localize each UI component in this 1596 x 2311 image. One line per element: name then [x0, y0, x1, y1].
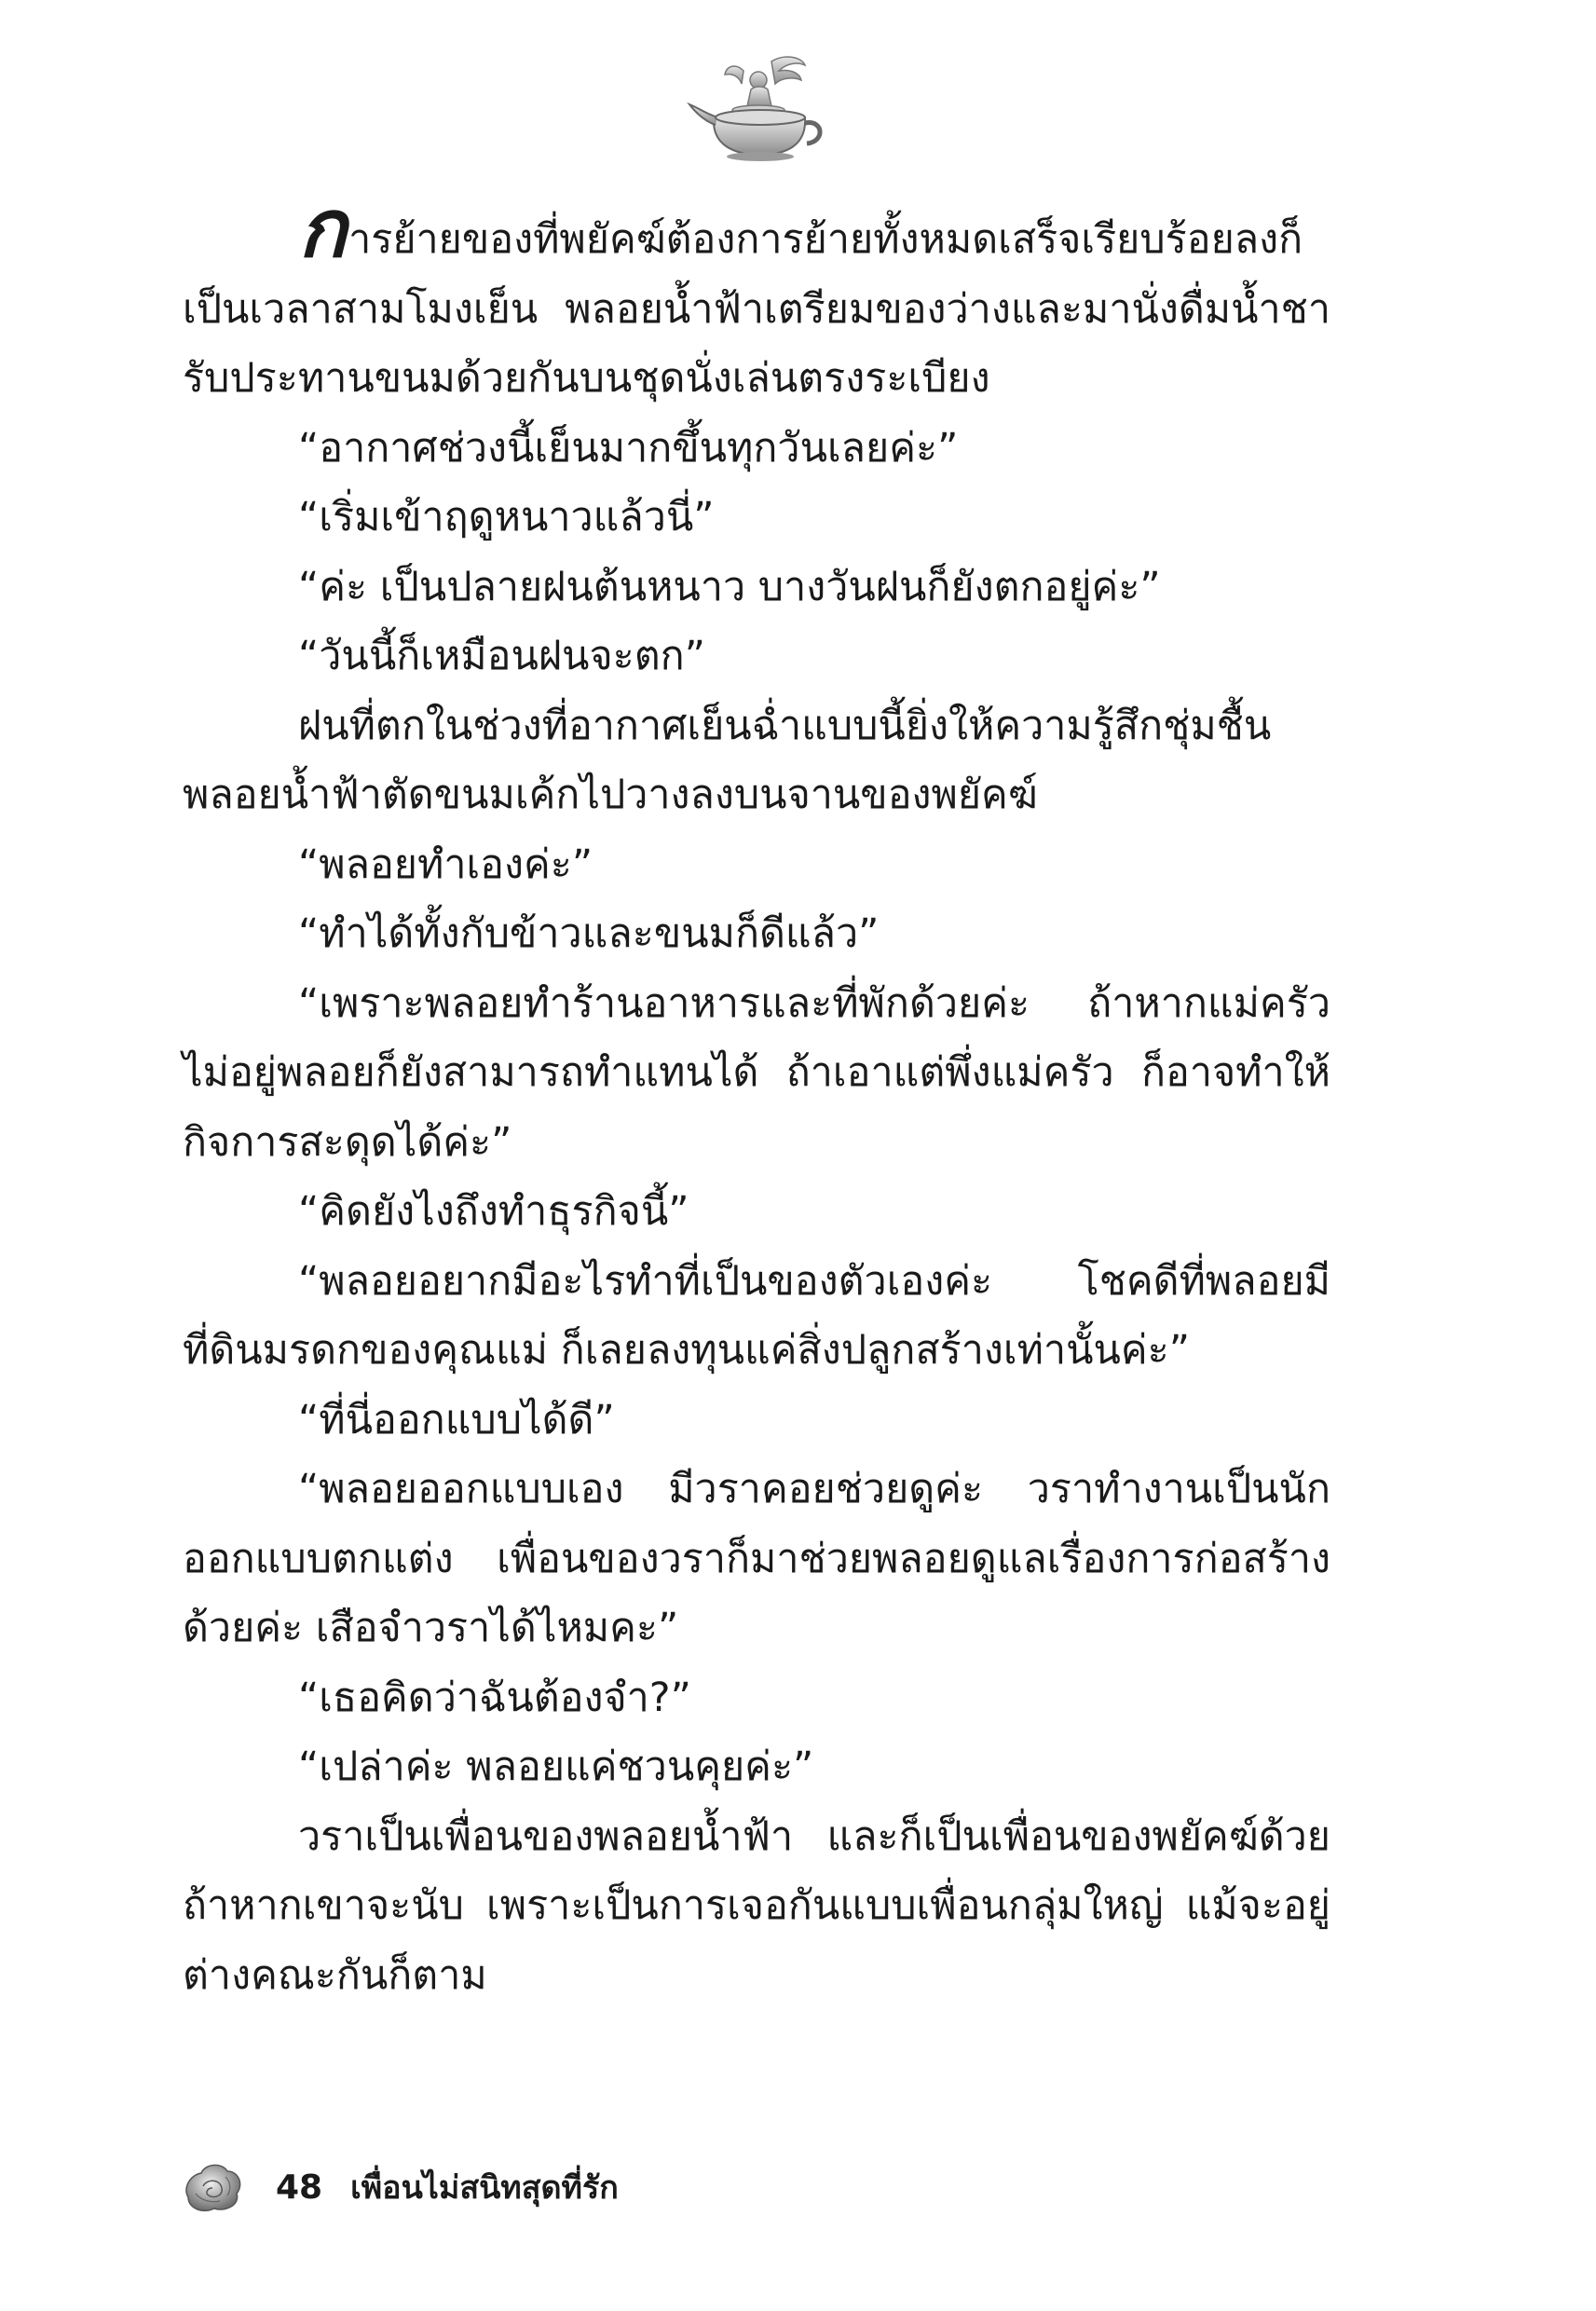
dialogue-line-4: “วันนี้ก็เหมือนฝนจะตก”: [298, 633, 705, 679]
drop-cap: ก: [298, 183, 348, 276]
paragraph-1: [183, 183, 1330, 414]
narration-paragraph-2: วราเป็นเพื่อนของพลอยน้ำฟ้า และก็เป็นเพื่อนของพยัคฆ์ด้วยถ้าหากเขาจะนับ เพราะเป็นการเจอกันแบบเพื่อนกลุ่มใหญ่ แม้จะอยู่ต่างคณะกันก็ตาม: [183, 1812, 1330, 1999]
page-footer: [183, 2154, 619, 2220]
book-title: เพื่อนไม่สนิทสุดที่รัก: [350, 2169, 619, 2207]
dialogue-line-10: “ที่นี่ออกแบบได้ดี”: [298, 1396, 615, 1443]
dialogue-line-8: “คิดยังไงถึงทำธุรกิจนี้”: [298, 1188, 689, 1235]
dialogue-line-2: “เริ่มเข้าฤดูหนาวแล้วนี่”: [298, 494, 715, 540]
rose-icon: [183, 2160, 244, 2214]
dialogue-line-1: “อากาศช่วงนี้เย็นมากขึ้นทุกวันเลยค่ะ”: [298, 424, 959, 472]
page-number: 48: [276, 2167, 323, 2207]
paragraph-1-text: ารย้ายของที่พยัคฆ์ต้องการย้ายทั้งหมดเสร็จเรียบร้อยลงก็เป็นเวลาสามโมงเย็น พลอยน้ำฟ้าเตรียมของว่างและมานั่งดื่มน้ำชารับประทานขนมด้วยกันบนชุดนั่งเล่นตรงระเบียง: [183, 216, 1330, 402]
narration-paragraph-1: ฝนที่ตกในช่วงที่อากาศเย็นฉ่ำแบบนี้ยิ่งให้ความรู้สึกชุ่มชื้นพลอยน้ำฟ้าตัดขนมเค้กไปวางลงบนจานของพยัคฆ์: [183, 702, 1272, 818]
body-text: [183, 183, 1330, 2010]
dialogue-paragraph-11: “พลอยออกแบบเอง มีวราคอยช่วยดูค่ะ วราทำงานเป็นนักออกแบบตกแต่ง เพื่อนของวราก็มาช่วยพลอยดูแลเรื่องการก่อสร้างด้วยค่ะ เสือจำวราได้ไหมคะ”: [183, 1466, 1330, 1651]
dialogue-paragraph-9: “พลอยอยากมีอะไรทำที่เป็นของตัวเองค่ะ โชคดีที่พลอยมีที่ดินมรดกของคุณแม่ ก็เลยลงทุนแค่สิ่งปลูกสร้างเท่านั้นค่ะ”: [183, 1257, 1330, 1374]
dialogue-line-5: “พลอยทำเองค่ะ”: [298, 841, 593, 888]
teapot-angel-ornament-icon: [686, 52, 835, 164]
dialogue-line-6: “ทำได้ทั้งกับข้าวและขนมก็ดีแล้ว”: [298, 910, 880, 957]
dialogue-paragraph-7: “เพราะพลอยทำร้านอาหารและที่พักด้วยค่ะ ถ้าหากแม่ครัวไม่อยู่พลอยก็ยังสามารถทำแทนได้ ถ้าเอาแต่พึ่งแม่ครัว ก็อาจทำให้กิจการสะดุดได้ค่ะ”: [183, 979, 1330, 1166]
dialogue-line-12: “เธอคิดว่าฉันต้องจำ?”: [298, 1674, 691, 1721]
dialogue-line-13: “เปล่าค่ะ พลอยแค่ชวนคุยค่ะ”: [298, 1744, 814, 1790]
dialogue-line-3: “ค่ะ เป็นปลายฝนต้นหนาว บางวันฝนก็ยังตกอยู่ค่ะ”: [298, 563, 1161, 610]
